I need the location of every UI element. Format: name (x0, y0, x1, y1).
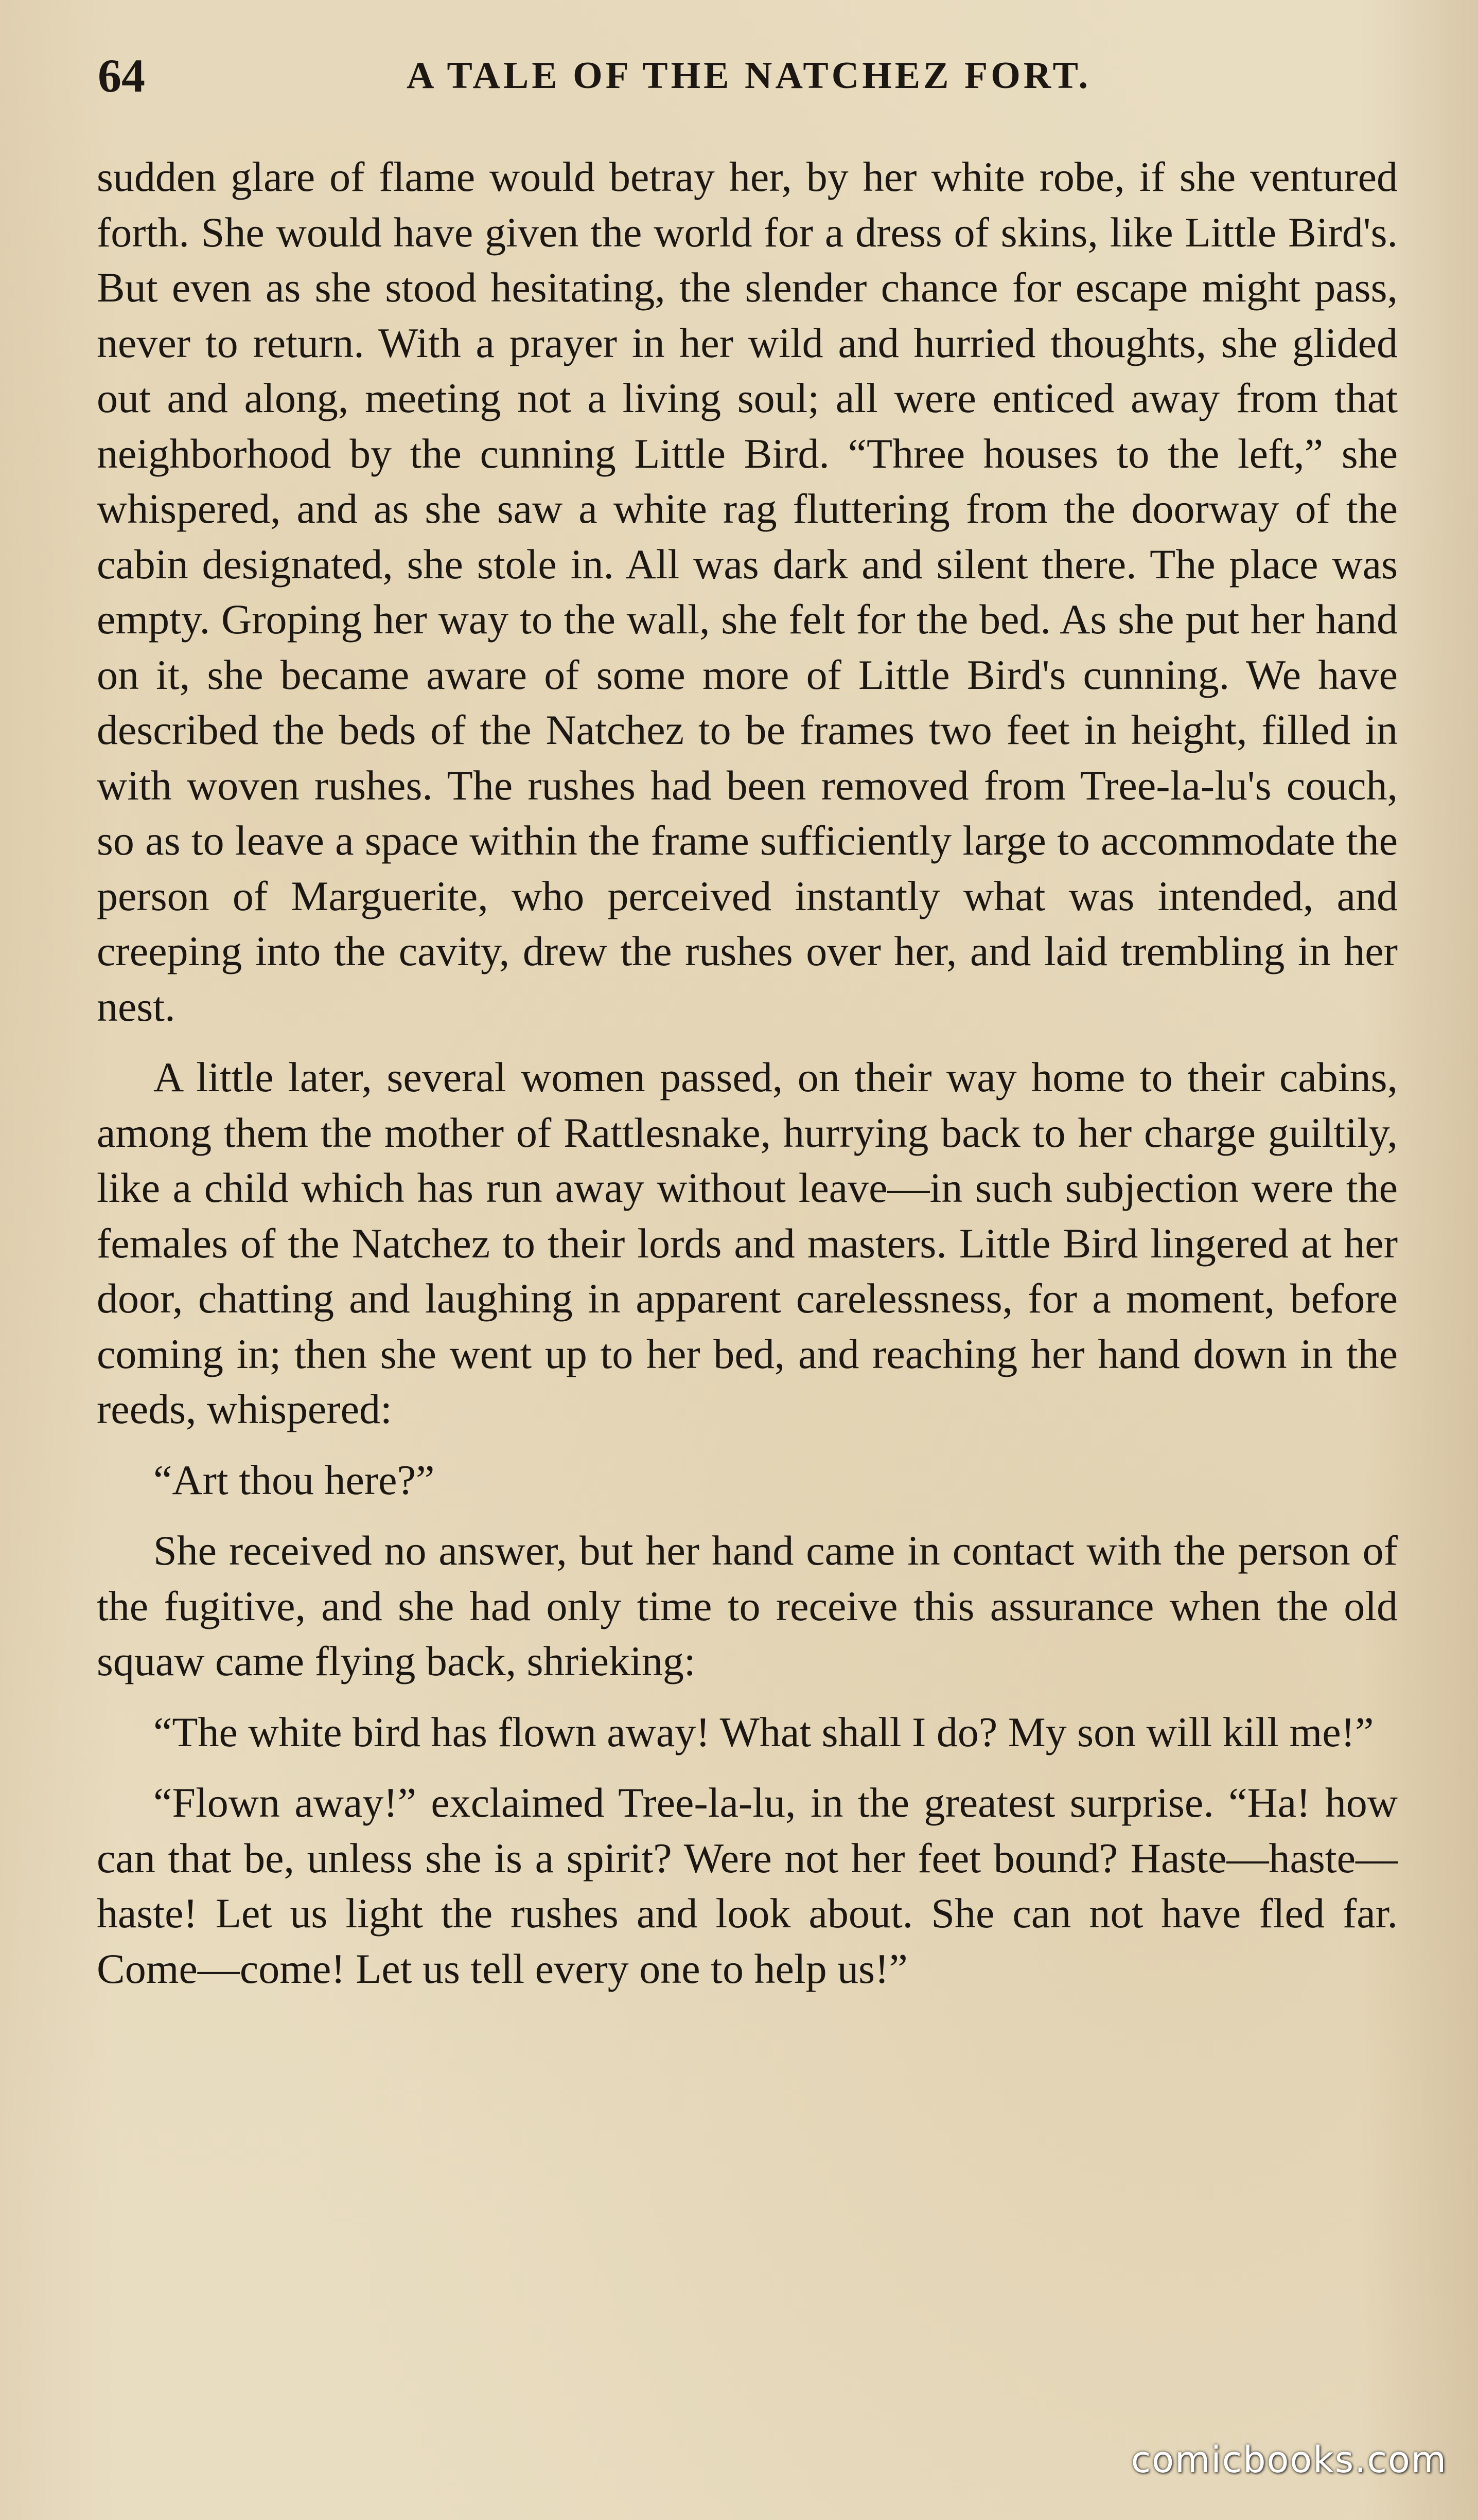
paragraph-4: She received no answer, but her hand came in contact with the person of the fugitive, and she had only time to receive this assurance when the old squaw came flying back, shrieking: (97, 1527, 1398, 1684)
paragraph-2: A little later, several women passed, on their way home to their cabins, among them the mother of Rattlesnake, hurrying back to her charge guiltily, like a child which has run away without leave—in such subjection were the females of the Natchez to their lords and masters. Little Bird lingered at her door, chatting and laughing in apparent carelessness, for a moment, before coming in; then she went up to her bed, and reaching her hand down in the reeds, whispered: (97, 1054, 1398, 1432)
paragraph-5: “The white bird has flown away! What shall I do? My son will kill me!” (153, 1708, 1374, 1755)
watermark: comicbooks.com (1131, 2439, 1447, 2481)
paragraph-3: “Art thou here?” (153, 1456, 435, 1503)
paragraph-6: “Flown away!” exclaimed Tree-la-lu, in the greatest surprise. “Ha! how can that be, unless she is a spirit? Were not her feet bound? Haste—haste—haste! Let us light the rushes and look about. She can not have fled far. Come—come! Let us tell every one to help us!” (97, 1779, 1398, 1992)
page-number: 64 (98, 49, 145, 102)
body-text (97, 149, 1398, 1996)
paragraph-1: sudden glare of flame would betray her, by her white robe, if she ventured forth. She would have given the world for a dress of skins, like Little Bird's. But even as she stood hesitating, the slender chance for escape might pass, never to return. With a prayer in her wild and hurried thoughts, she glided out and along, meeting not a living soul; all were enticed away from that neighborhood by the cunning Little Bird. “Three houses to the left,” she whispered, and as she saw a white rag fluttering from the doorway of the cabin designated, she stole in. All was dark and silent there. The place was empty. Groping her way to the wall, she felt for the bed. As she put her hand on it, she became aware of some more of Little Bird's cunning. We have described the beds of the Natchez to be frames two feet in height, filled in with woven rushes. The rushes had been removed from Tree-la-lu's couch, so as to leave a space within the frame sufficiently large to accommodate the person of Marguerite, who perceived instantly what was intended, and creeping into the cavity, drew the rushes over her, and laid trembling in her nest. (97, 153, 1398, 1030)
running-title: A TALE OF THE NATCHEZ FORT. (407, 55, 1091, 97)
page-header (98, 47, 1400, 104)
